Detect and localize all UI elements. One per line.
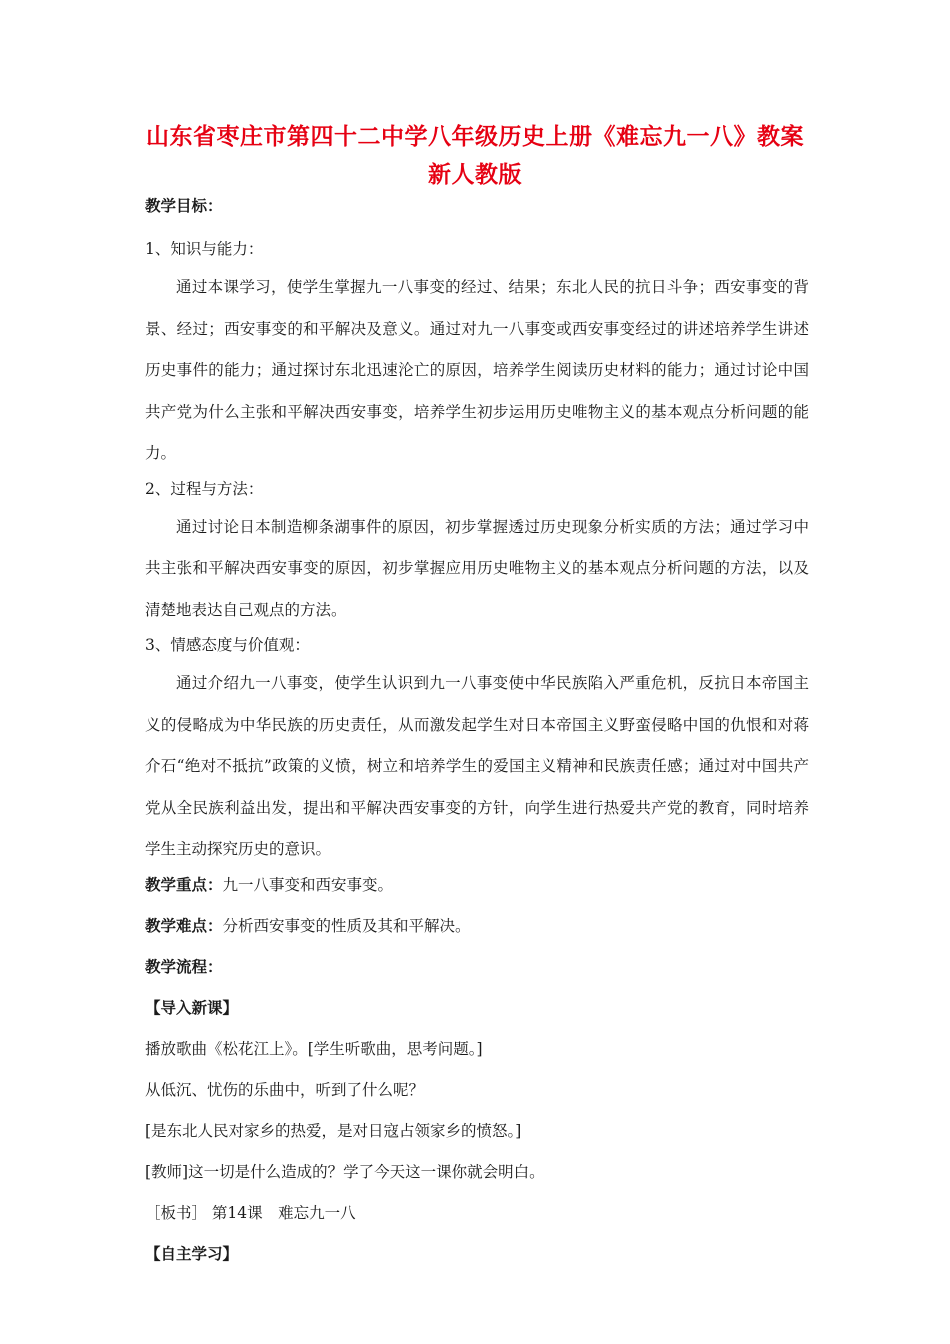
difficulties-text: 分析西安事变的性质及其和平解决。 xyxy=(222,916,471,935)
intro-line-2: 从低沉、忧伤的乐曲中，听到了什么呢？ xyxy=(145,1080,425,1099)
section3-paragraph: 通过介绍九一八事变，使学生认识到九一八事变使中华民族陷入严重危机，反抗日本帝国主义的侵略成为中华民族的历史责任，从而激发起学生对日本帝国主义野蛮侵略中国的仇恨和对蒋介石“绝对不抵抗”政策的义愤，树立和培养学生的爱国主义精神和民族责任感；通过对中国共产党从全民族利益出发，提出和平解决西安事变的方针，向学生进行热爱共产党的教育，同时培养学生主动探究历史的意识。 xyxy=(145,674,809,858)
process-heading: 教学流程： xyxy=(145,957,223,976)
board-line: ［板书］ 第14课 难忘九一八 xyxy=(145,1203,356,1222)
intro-line-4: [教师]这一切是什么造成的？学了今天这一课你就会明白。 xyxy=(145,1162,545,1181)
key-points-row xyxy=(145,875,809,895)
section2-heading: 2、过程与方法： xyxy=(145,479,264,498)
intro-heading: 【导入新课】 xyxy=(145,998,239,1017)
section2-paragraph: 通过讨论日本制造柳条湖事件的原因，初步掌握透过历史现象分析实质的方法；通过学习中共主张和平解决西安事变的原因，初步掌握应用历史唯物主义的基本观点分析问题的方法，以及清楚地表达自己观点的方法。 xyxy=(145,517,809,619)
document-title: 山东省枣庄市第四十二中学八年级历史上册《难忘九一八》教案新人教版 xyxy=(146,124,804,188)
key-points-text: 九一八事变和西安事变。 xyxy=(222,875,394,894)
key-points-label: 教学重点： xyxy=(145,875,223,894)
difficulties-row xyxy=(145,916,809,936)
objectives-heading: 教学目标： xyxy=(145,197,223,215)
section1-heading: 1、知识与能力： xyxy=(145,240,264,258)
difficulties-label: 教学难点： xyxy=(145,916,223,935)
section1-paragraph: 通过本课学习，使学生掌握九一八事变的经过、结果；东北人民的抗日斗争；西安事变的背景、经过；西安事变的和平解决及意义。通过对九一八事变或西安事变经过的讲述培养学生讲述历史事件的能力；通过探讨东北迅速沦亡的原因，培养学生阅读历史材料的能力；通过讨论中国共产党为什么主张和平解决西安事变，培养学生初步运用历史唯物主义的基本观点分析问题的能力。 xyxy=(145,278,809,462)
intro-line-1: 播放歌曲《松花江上》。[学生听歌曲，思考问题。] xyxy=(145,1039,483,1058)
self-study-heading: 【自主学习】 xyxy=(145,1244,239,1263)
document-body xyxy=(145,196,809,1264)
intro-line-3: [是东北人民对家乡的热爱，是对日寇占领家乡的愤怒。] xyxy=(145,1121,522,1140)
section3-heading: 3、情感态度与价值观： xyxy=(145,636,310,654)
